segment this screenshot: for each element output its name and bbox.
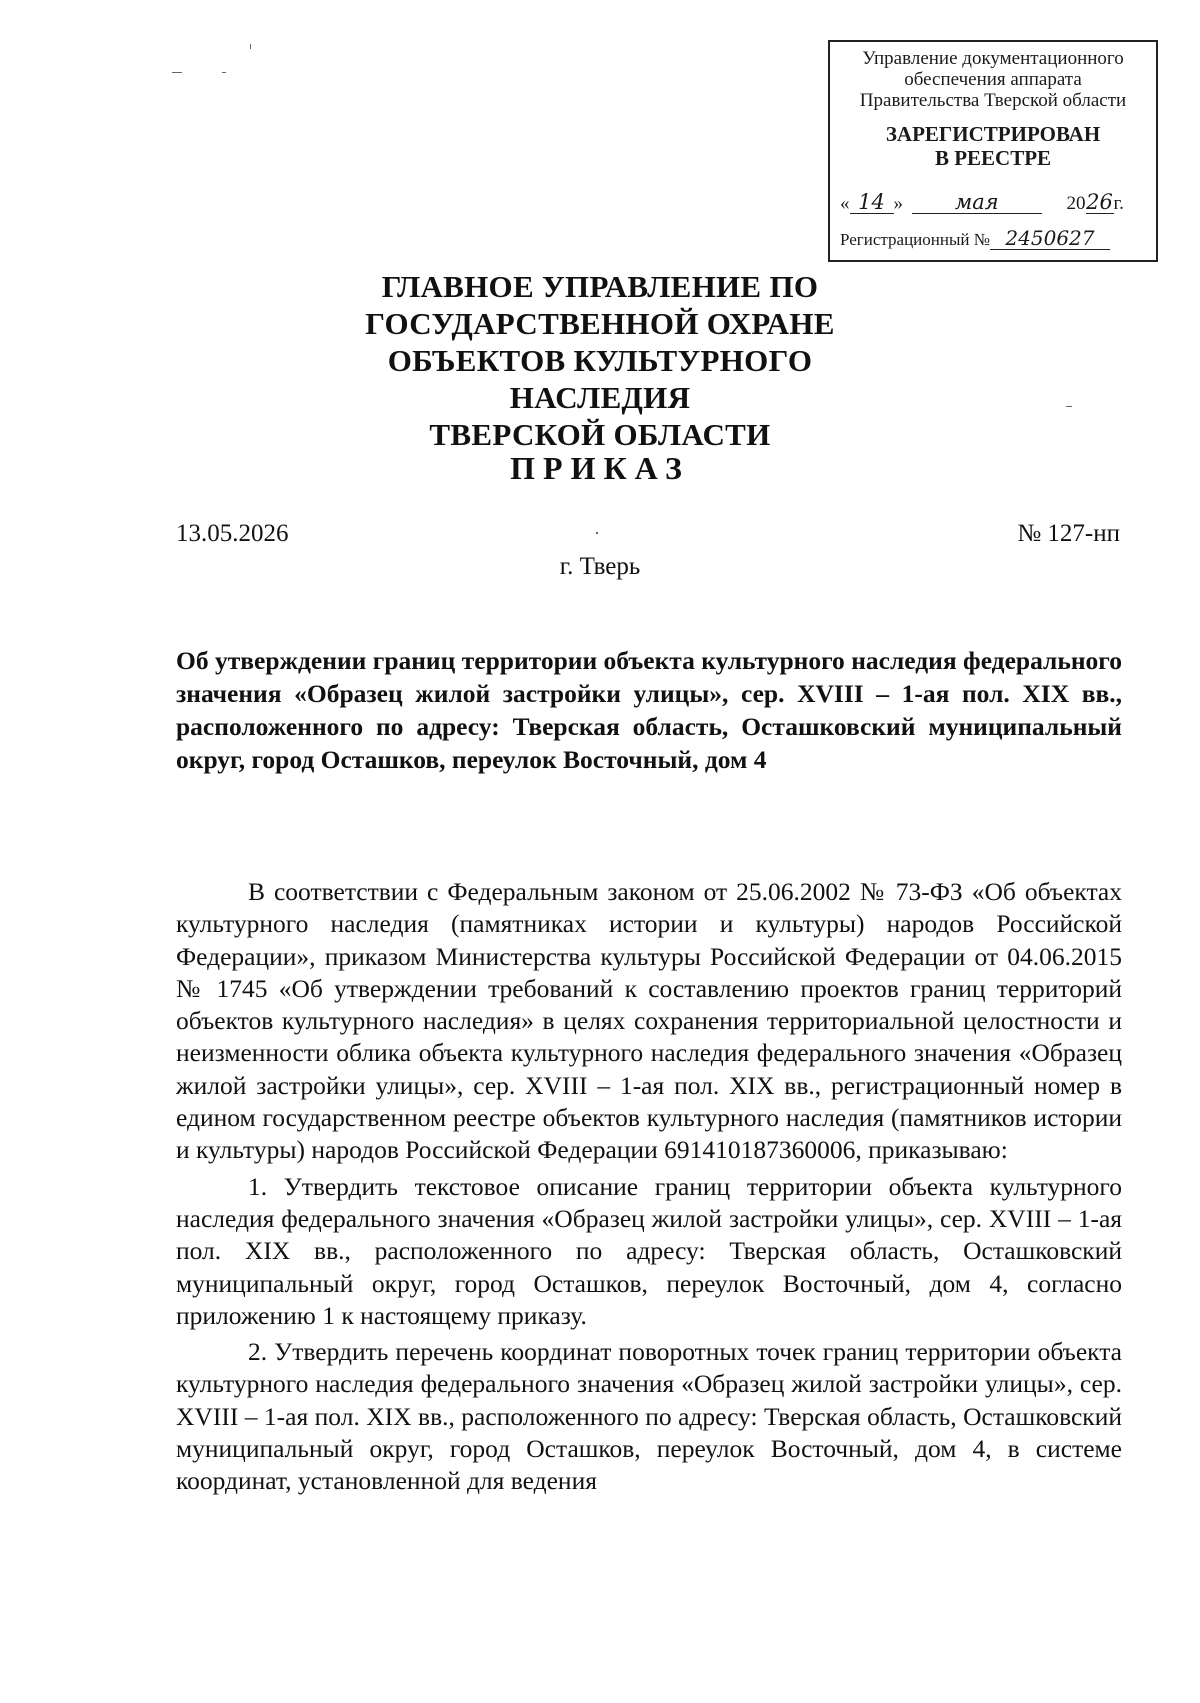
order-subject: Об утверждении границ территории объекта культурного наследия федерального значения «Образец жилой застройки улицы», сер. XVIII – 1-ая пол. XIX вв., расположенного по адресу: Тверская область, Осташковский муниципальный округ, город Осташков, переулок Восточный, дом 4 [176,646,1122,774]
scan-mark [1066,406,1072,407]
registration-stamp [828,40,1158,262]
stamp-registered-label: ЗАРЕГИСТРИРОВАН [885,122,1101,146]
stamp-office-line: Правительства Тверской области [859,90,1127,111]
stamp-year-suffix: 26 [1086,190,1113,214]
stamp-date [840,192,1148,214]
document-type-heading: ПРИКАЗ [510,450,690,486]
agency-title-line: ОБЪЕКТОВ КУЛЬТУРНОГО НАСЛЕДИЯ [387,343,813,415]
stamp-office-line: Управление документационного [862,48,1124,69]
body-preamble: В соответствии с Федеральным законом от 25.06.2002 № 73-ФЗ «Об объектах культурного наследия (памятниках истории и культуры) народов Российской Федерации», приказом Министерства культуры Российской Федерации от 04.06.2015 № 1745 «Об утверждении требований к составлению проектов границ территорий объектов культурного наследия» в целях сохранения территориальной целостности и неизменности облика объекта культурного наследия федерального значения «Образец жилой застройки улицы», сер. XVIII – 1-ая пол. XIX вв., регистрационный номер в едином государственном реестре объектов культурного наследия (памятников истории и культуры) народов Российской Федерации 691410187360006, приказываю: [176,877,1122,1165]
order-item-2: 2. Утвердить перечень координат поворотных точек границ территории объекта культурного наследия федерального значения «Образец жилой застройки улицы», сер. XVIII – 1-ая пол. XIX вв., расположенного по адресу: Тверская область, Осташковский муниципальный округ, город Осташков, переулок Восточный, дом 4, в системе координат, установленной для ведения [176,1337,1122,1496]
order-date: 13.05.2026 [176,520,289,547]
stamp-quote-close: » [893,193,903,214]
order-item-1: 1. Утвердить текстовое описание границ территории объекта культурного наследия федерального значения «Образец жилой застройки улицы», сер. XVIII – 1-ая пол. XIX вв., расположенного по адресу: Тверская область, Осташковский муниципальный округ, город Осташков, переулок Восточный, дом 4, согласно приложению 1 к настоящему приказу. [176,1171,1122,1330]
stamp-year-unit: г. [1113,193,1124,214]
scan-mark [172,72,182,73]
agency-title-line: ГОСУДАРСТВЕННОЙ ОХРАНЕ [365,306,835,341]
stamp-reg-label: Регистрационный № [840,230,990,249]
stamp-reg-number: 2450627 [990,228,1110,250]
scan-mark [250,44,251,49]
agency-title-line: ГЛАВНОЕ УПРАВЛЕНИЕ ПО [381,269,819,304]
order-number: № 127-нп [1017,520,1120,547]
stamp-registry-label: В РЕЕСТРЕ [934,146,1052,170]
stamp-office-line: обеспечения аппарата [904,69,1082,90]
agency-title [300,268,900,453]
agency-title-line: ТВЕРСКОЙ ОБЛАСТИ [429,417,771,452]
stamp-month: мая [912,192,1042,214]
scan-mark [596,532,598,534]
order-body [176,876,1122,1498]
order-city: г. Тверь [559,553,641,580]
stamp-year-prefix: 20 [1066,193,1086,214]
stamp-day: 14 [850,192,894,214]
stamp-quote-open: « [840,193,850,214]
stamp-registration-number [840,228,1148,250]
scan-mark [222,72,226,73]
